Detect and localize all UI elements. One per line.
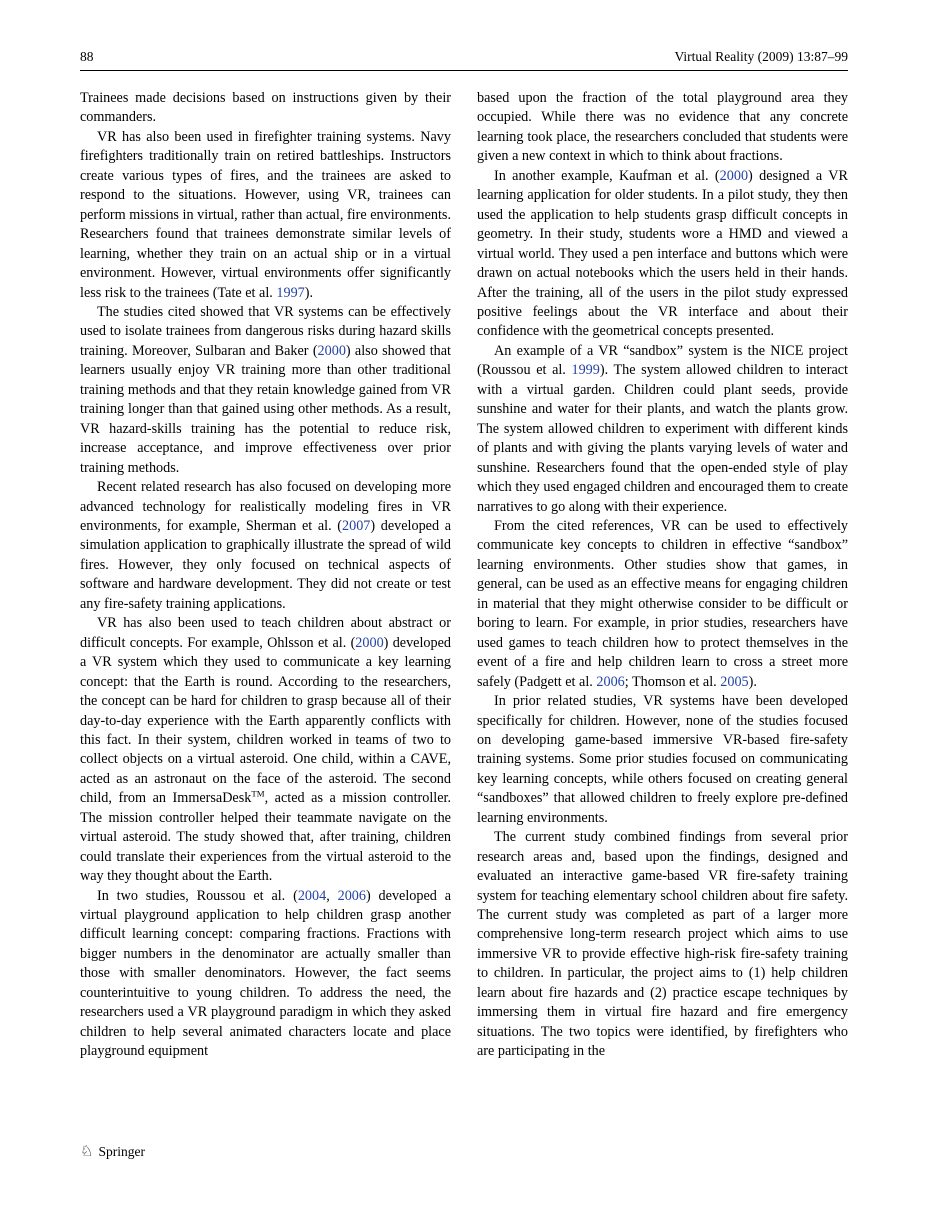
paragraph-text: In two studies, Roussou et al. ( [97, 887, 298, 904]
paragraph-text: The current study combined findings from several prior research areas and, based upon the findings, designed and evaluated an interactive game-based VR fire-safety training system for teaching elementary school children about fire safety. The current study was completed as part of a larger more comprehensive long-term research project which aims to use immersive VR to provide effective high-risk fire-safety training to children. In particular, the project aims to (1) help children learn about fire hazards and (2) practice escape techniques by immersing them in virtual fire hazard and fire emergency situations. The two topics were identified, by firefighters who are participating in the [477, 829, 848, 1060]
paragraph-text: The studies cited showed that VR systems can be effectively used to isolate trainees from dangerous risks during hazard skills training. Moreover, Sulbaran and Baker ( [80, 303, 451, 359]
paragraph [477, 692, 848, 828]
paragraph-text: An example of a VR “sandbox” system is the NICE project (Roussou et al. [477, 342, 848, 379]
citation-link[interactable]: 1999 [571, 362, 600, 379]
paragraph-text: ) designed a VR learning application for older students. In a pilot study, they then used the application to help students grasp difficult concepts in geometry. In their study, students wore a HMD and viewed a virtual world. They used a pen interface and buttons which were drawn on actual notebooks which the users held in their hands. After the training, all of the users in the pilot study expressed positive feelings about the VR interface and about their confidence with the geometrical concepts presented. [477, 167, 849, 340]
paragraph [80, 89, 451, 128]
paragraph-text: VR has also been used to teach children about abstract or difficult concepts. For example, Ohlsson et al. ( [80, 615, 451, 651]
paragraph [477, 828, 848, 1061]
citation-link[interactable]: 2000 [317, 342, 346, 359]
paragraph-text: ) developed a VR system which they used to communicate a key learning concept: that the Earth is round. According to the researchers, the concept can be hard for children to grasp because all of their day-to-day experience with the Earth apparently conflicts with this fact. In their system, children worked in teams of two to collect objects on a virtual asteroid. One child, within a CAVE, acted as an astronaut on the face of the asteroid. The second child, from an ImmersaDesk [80, 634, 451, 807]
paragraph-text: , acted as a mission controller. The mission controller helped their teammate navigate on the virtual asteroid. The study showed that, after training, children could translate their experiences from the virtual asteroid to the way they thought about the Earth. [80, 790, 451, 885]
paragraph-text: In prior related studies, VR systems have been developed specifically for children. However, none of the studies focused on developing game-based immersive VR-based fire-safety training systems. Some prior studies focused on communicating key learning concepts, while others focused on creating general “sandboxes” that allowed children to freely explore pre-defined learning environments. [477, 693, 848, 826]
springer-footer [80, 1144, 145, 1160]
paragraph-text: Trainees made decisions based on instructions given by their commanders. [80, 90, 451, 126]
page-header [80, 49, 848, 65]
citation-link[interactable]: 2007 [342, 517, 371, 534]
paragraph-text: ). [748, 673, 757, 690]
springer-logo-icon: ♘ [80, 1143, 94, 1160]
paragraph [80, 614, 451, 886]
two-column-text [80, 89, 848, 1062]
citation-link[interactable]: 2000 [719, 167, 749, 184]
paragraph-text: Recent related research has also focused on developing more advanced technology for realistically modeling fires in VR environments, for example, Sherman et al. ( [80, 479, 451, 534]
right-column [477, 89, 848, 1062]
citation-link[interactable]: 2005 [720, 673, 749, 690]
paragraph-text: VR has also been used in firefighter training systems. Navy firefighters traditionally train on retired battleships. Instructors create various types of fires, and the trainees are asked to respond to the situations. However, using VR, trainees can perform missions in virtual, rather than actual, fire environments. Researchers found that trainees demonstrate similar levels of learning, whether they train on an actual ship or in a virtual environment. However, virtual environments offer significantly less risk to the trainees (Tate et al. [80, 128, 451, 301]
journal-reference: Virtual Reality (2009) 13:87–99 [674, 49, 848, 64]
page-number: 88 [80, 49, 94, 64]
header-rule [80, 70, 848, 71]
paragraph [80, 303, 451, 478]
paragraph-text: ) developed a simulation application to graphically illustrate the spread of wild fires. However, they only focused on technical aspects of software and hardware development. They did not create or test any fire-safety training applications. [80, 517, 451, 612]
publisher-name: Springer [98, 1144, 145, 1159]
citation-link[interactable]: 1997 [276, 284, 305, 301]
paragraph [477, 517, 848, 692]
paragraph-text: In another example, Kaufman et al. ( [494, 167, 720, 184]
paragraph-text: ) developed a virtual playground application to help children grasp another difficult learning concept: comparing fractions. Fractions with bigger numbers in the denominator are actually smaller than those with smaller denominators. However, the fact seems counterintuitive to young children. To address the need, the researchers used a VR playground paradigm in which they asked children to help several animated characters locate and place playground equipment [80, 887, 452, 1060]
paragraph [477, 89, 848, 167]
paragraph [477, 342, 848, 517]
trademark-superscript: TM [251, 788, 265, 799]
paragraph [477, 167, 848, 342]
citation-link[interactable]: 2006 [596, 673, 625, 690]
paragraph [80, 128, 451, 303]
paragraph [80, 478, 451, 614]
citation-link[interactable]: 2000 [355, 634, 384, 651]
paragraph-text: ). The system allowed children to interact with a virtual garden. Children could plant seeds, provide sunshine and water for their plants, and watch the plants grow. The system allowed children to experiment with different kinds of plants and with giving the plants varying levels of water and sunshine. Researchers found that the open-ended style of play which they used engaged children and encouraged them to create narratives to go along with their experience. [477, 362, 848, 515]
paragraph-text: From the cited references, VR can be used to effectively communicate key concepts to children in effective “sandbox” learning environments. Other studies show that games, in general, can be used as an effective means for engaging children in material that they might otherwise consider to be difficult or boring to learn. For example, in prior studies, researchers have used games to teach children how to protect themselves in the event of a fire and help children learn to cross a street more safely (Padgett et al. [477, 517, 848, 690]
citation-link[interactable]: 2006 [337, 887, 366, 904]
paragraph-text: , [326, 887, 338, 904]
paragraph-text: ). [304, 284, 314, 301]
left-column [80, 89, 451, 1062]
paragraph [80, 887, 451, 1062]
paragraph-text: based upon the fraction of the total playground area they occupied. While there was no evidence that any concrete learning took place, the researchers concluded that students were given a new context in which to think about fractions. [477, 90, 848, 165]
paragraph-text: ; Thomson et al. [624, 673, 721, 690]
paragraph-text: ) also showed that learners usually enjoy VR training more than other traditional training methods and that they retain knowledge gained from VR training longer than that gained using other methods. As a result, VR hazard-skills training has the potential to reduce risk, increase acceptance, and improve effectiveness over prior training methods. [80, 342, 451, 476]
citation-link[interactable]: 2004 [297, 887, 327, 904]
